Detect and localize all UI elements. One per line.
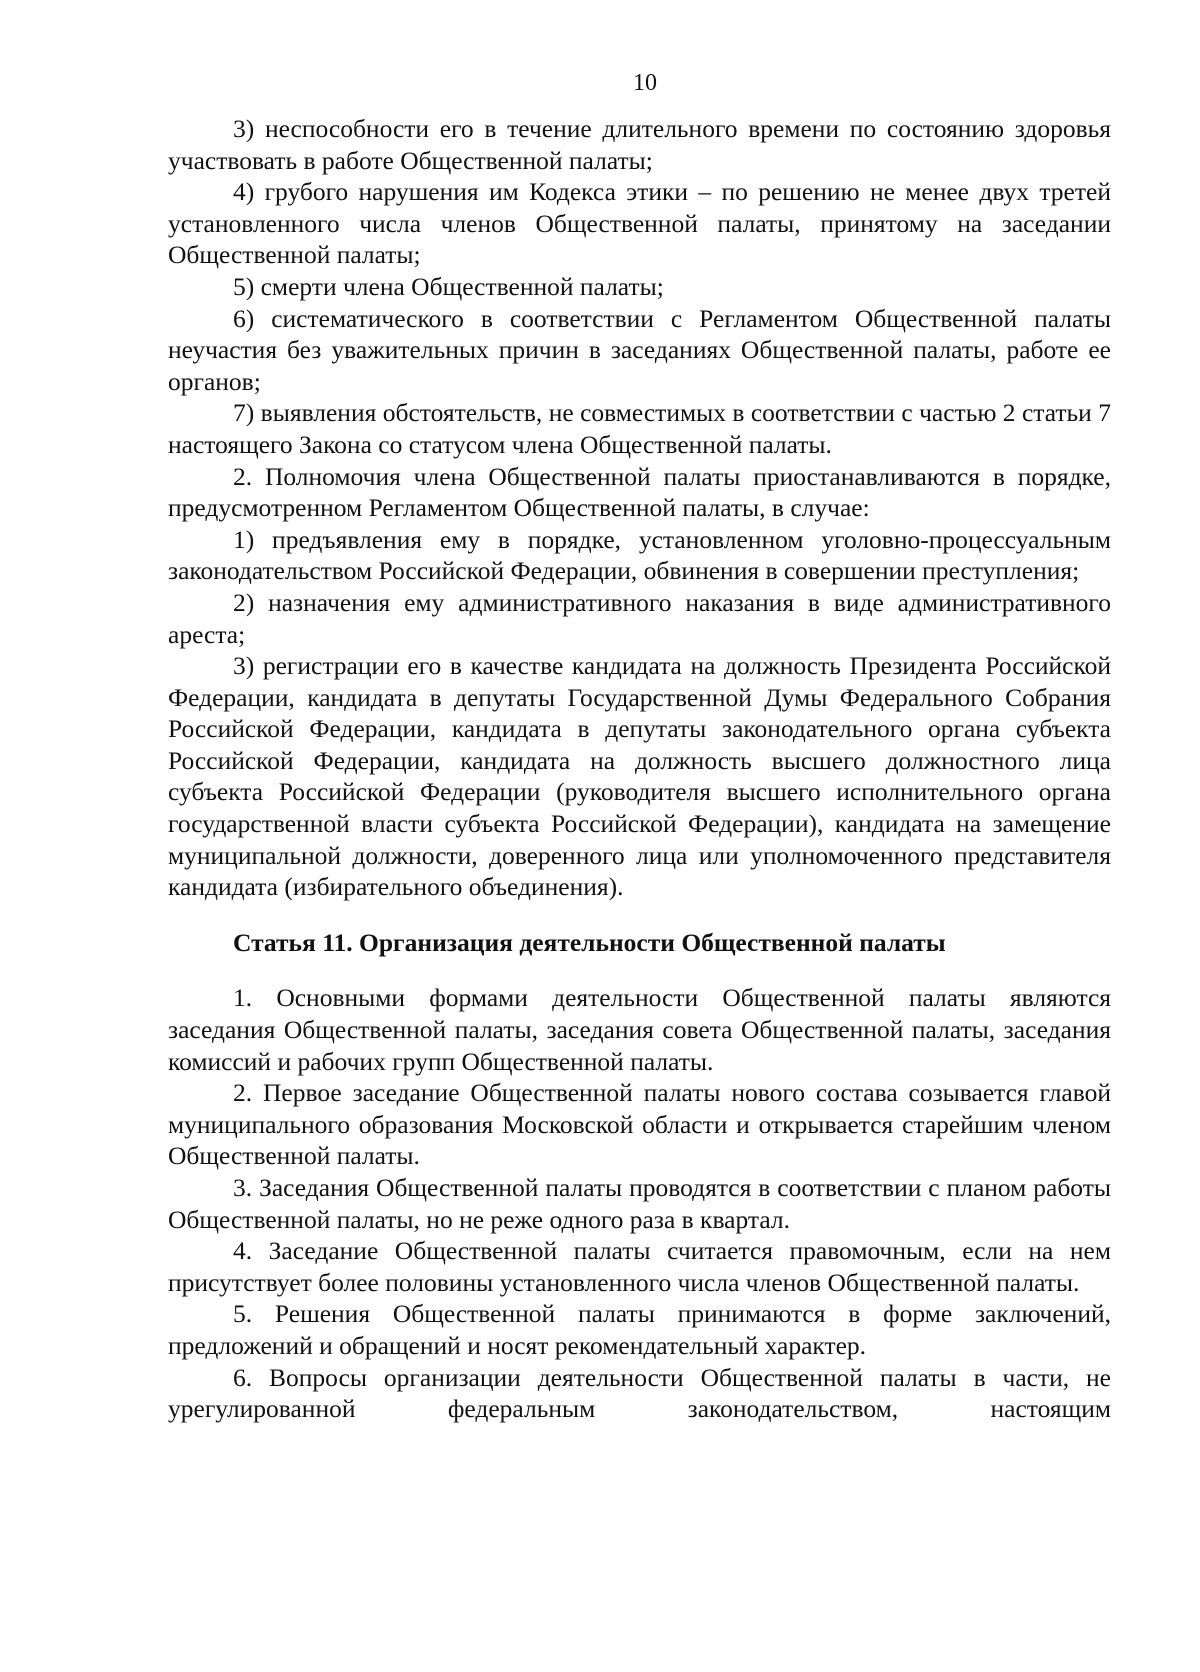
document-body bbox=[168, 113, 1111, 1425]
article-11-paragraph-2: 2. Первое заседание Общественной палаты нового состава созывается главой муниципального образования Московской области и открывается старейшим членом Общественной палаты. bbox=[168, 1078, 1111, 1171]
article-11-paragraph-6: 6. Вопросы организации деятельности Общественной палаты в части, не урегулированной федеральным законодательством, настоящим bbox=[168, 1362, 1111, 1424]
paragraph-suspension-item-1: 1) предъявления ему в порядке, установленном уголовно-процессуальным законодательством Российской Федерации, обвинения в совершении преступления; bbox=[168, 524, 1111, 586]
article-11-paragraph-5: 5. Решения Общественной палаты принимаются в форме заключений, предложений и обращений и носят рекомендательный характер. bbox=[168, 1299, 1111, 1360]
paragraph-suspension-item-2: 2) назначения ему административного наказания в виде административного ареста; bbox=[168, 587, 1111, 649]
page-number: 10 bbox=[633, 70, 657, 96]
paragraph-item-3-incapacity: 3) неспособности его в течение длительного времени по состоянию здоровья участвовать в работе Общественной палаты; bbox=[168, 114, 1111, 175]
article-11-paragraph-4: 4. Заседание Общественной палаты считается правомочным, если на нем присутствует более половины установленного числа членов Общественной палаты. bbox=[168, 1236, 1111, 1297]
paragraph-item-4-ethics-violation: 4) грубого нарушения им Кодекса этики – по решению не менее двух третей установленного числа членов Общественной палаты, принятому на заседании Общественной палаты; bbox=[168, 177, 1111, 270]
article-11-paragraph-1: 1. Основными формами деятельности Общественной палаты являются заседания Общественной палаты, заседания совета Общественной палаты, заседания комиссий и рабочих групп Общественной палаты. bbox=[168, 983, 1111, 1076]
article-heading: Статья 11. Организация деятельности Общественной палаты bbox=[233, 927, 946, 957]
paragraph-section-2-suspension: 2. Полномочия члена Общественной палаты приостанавливаются в порядке, предусмотренном Регламентом Общественной палаты, в случае: bbox=[168, 461, 1111, 523]
paragraph-item-6-non-participation: 6) систематического в соответствии с Регламентом Общественной палаты неучастия без уважительных причин в заседаниях Общественной палаты, работе ее органов; bbox=[168, 303, 1111, 396]
article-11-paragraph-3: 3. Заседания Общественной палаты проводятся в соответствии с планом работы Общественной палаты, но не реже одного раза в квартал. bbox=[168, 1173, 1111, 1234]
paragraph-suspension-item-3: 3) регистрации его в качестве кандидата на должность Президента Российской Федерации, кандидата в депутаты Государственной Думы Федерального Собрания Российской Федерации, кандидата в депутаты законодательного органа субъекта Российской Федерации, кандидата на должность высшего должностного лица субъекта Российской Федерации (руководителя высшего исполнительного органа государственной власти субъекта Российской Федерации), кандидата на замещение муниципальной должности, доверенного лица или уполномоченного представителя кандидата (избирательного объединения). bbox=[168, 651, 1111, 902]
paragraph-item-7-incompatible-circumstances: 7) выявления обстоятельств, не совместимых в соответствии с частью 2 статьи 7 настоящего Закона со статусом члена Общественной палаты. bbox=[168, 398, 1111, 459]
paragraph-item-5-death: 5) смерти члена Общественной палаты; bbox=[233, 271, 664, 301]
